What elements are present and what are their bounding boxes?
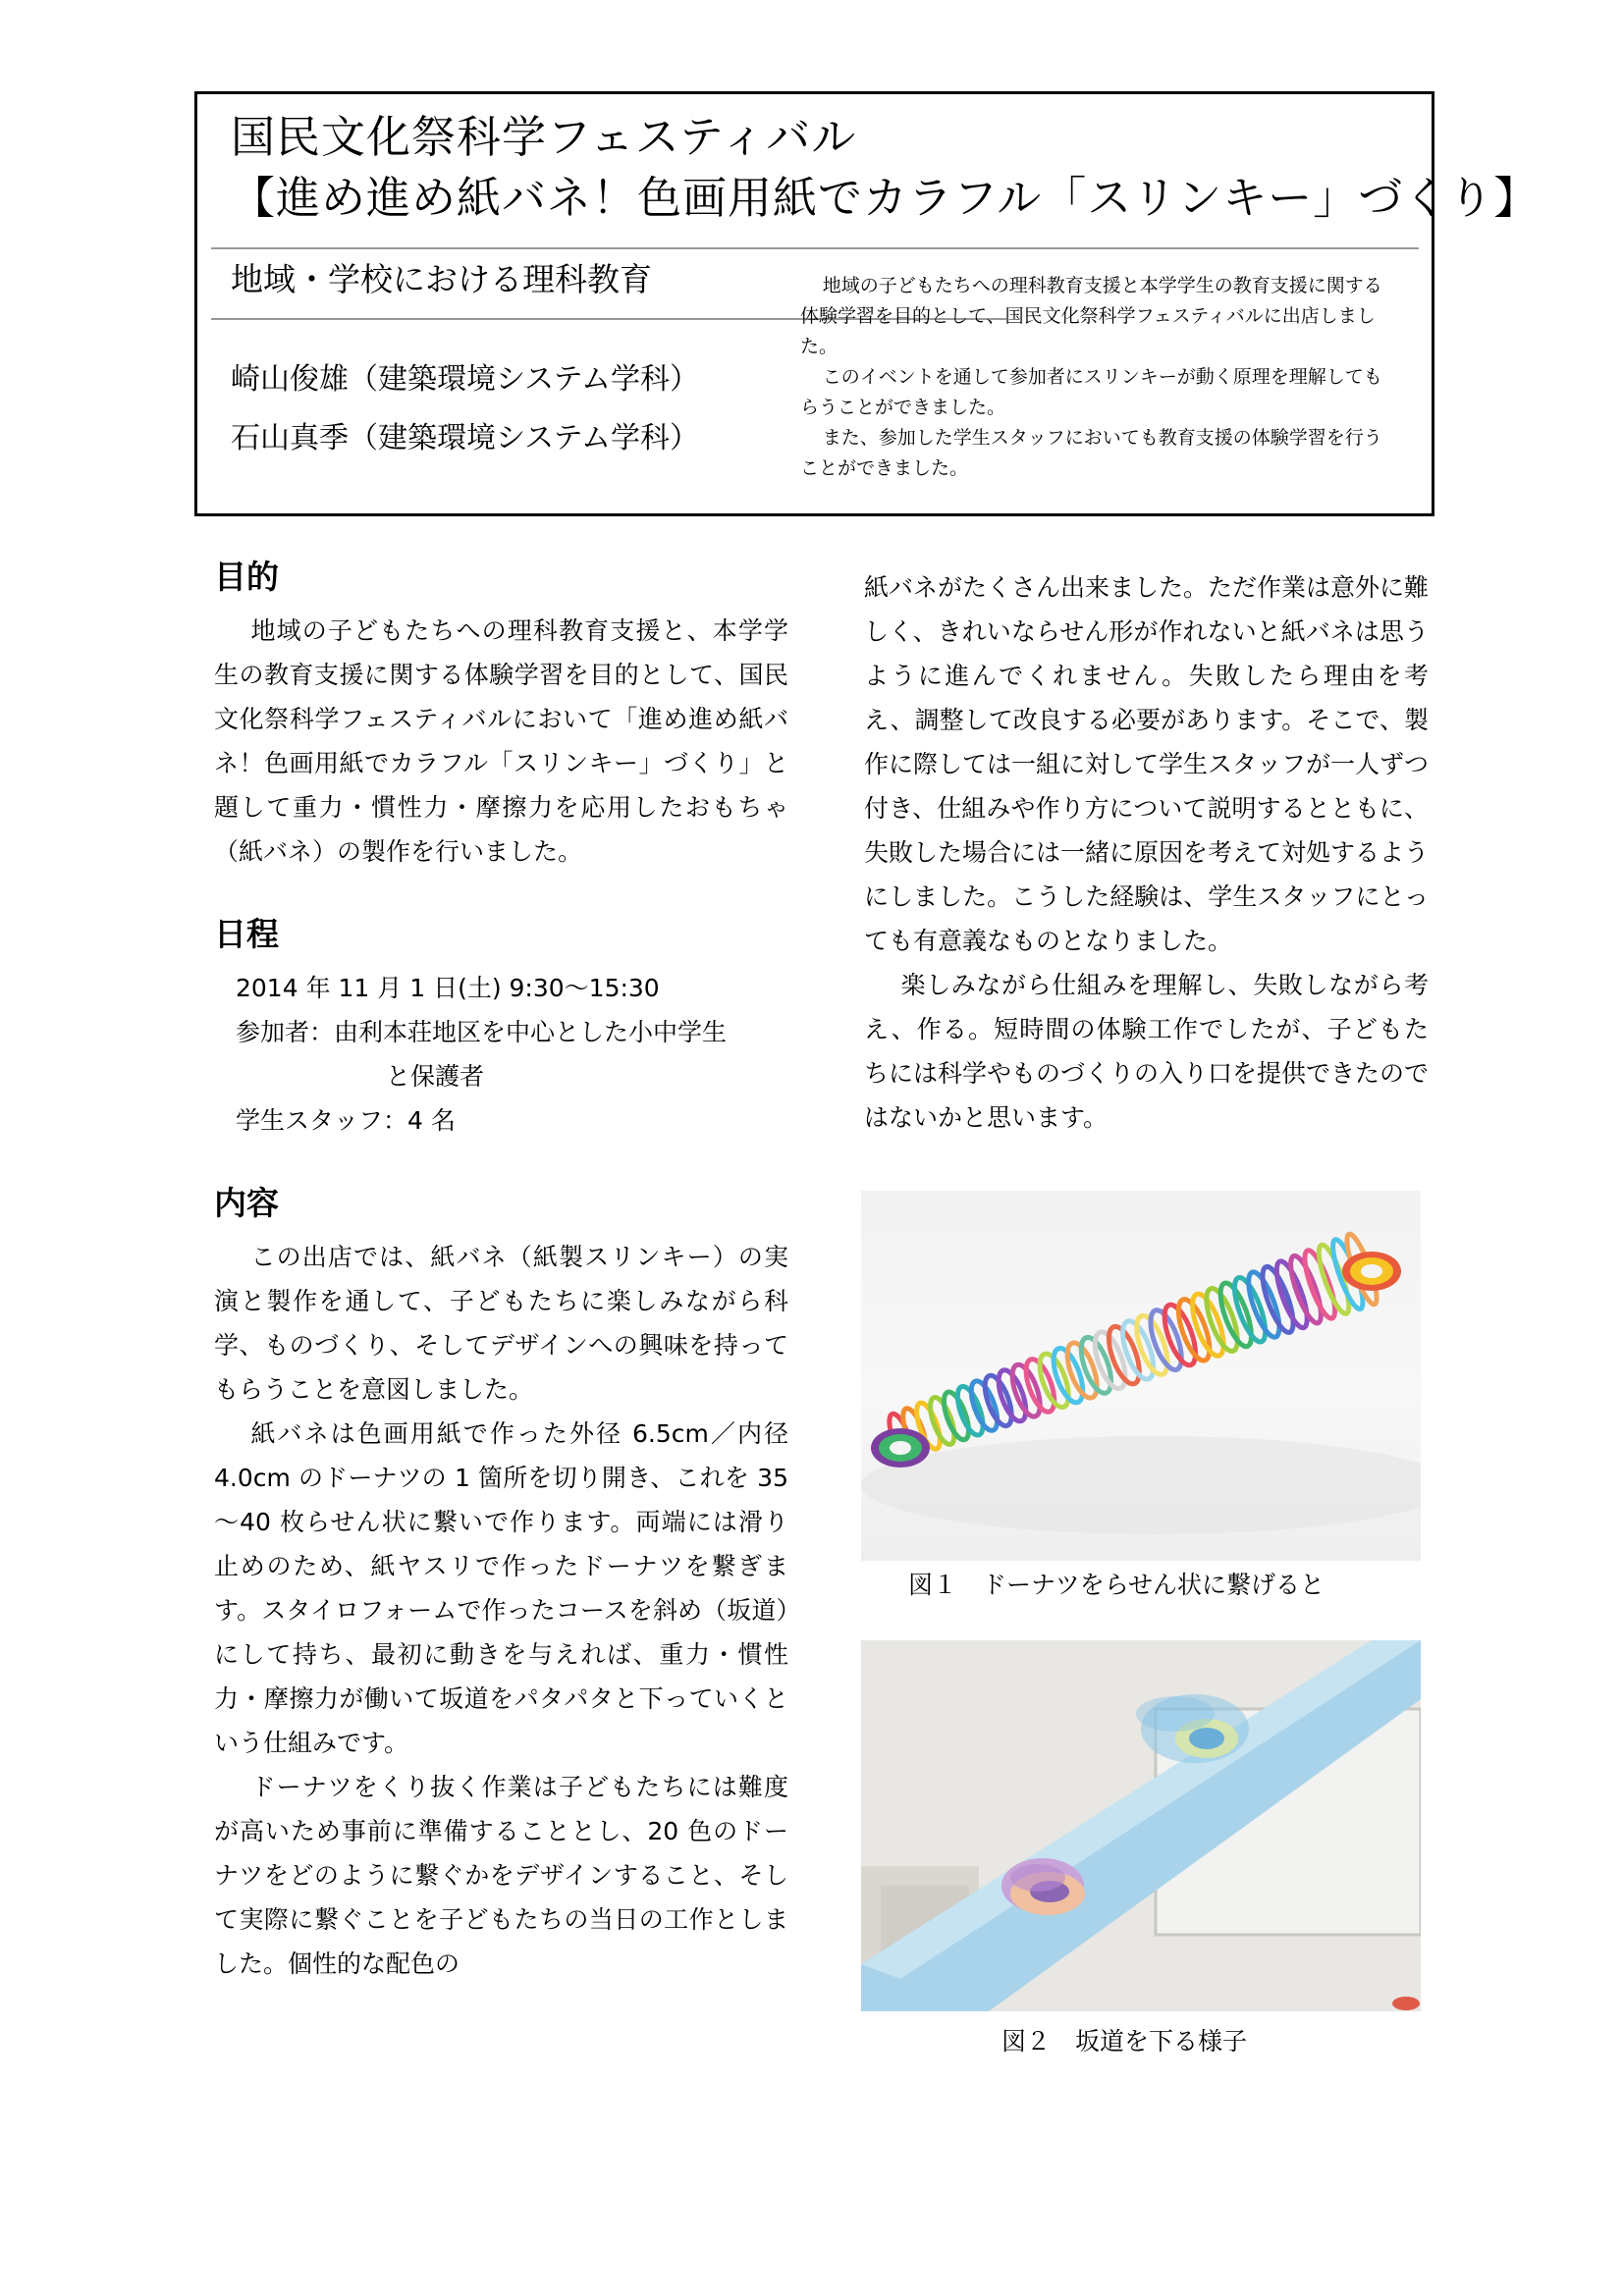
figure-1-caption: 図１ ドーナツをらせん状に繋げると — [908, 1571, 1325, 1599]
abstract-paragraph: 地域の子どもたちへの理科教育支援と本学学生の教育支援に関する体験学習を目的として、国民文化祭科学フェスティバルに出店しました。 — [800, 275, 1382, 357]
schedule-participants: 参加者：由利本荘地区を中心とした小中学生 — [236, 1018, 728, 1046]
title-divider — [211, 247, 1419, 249]
slinky-illustration — [861, 1191, 1421, 1561]
content-paragraph: 紙バネがたくさん出来ました。ただ作業は意外に難しく、きれいならせん形が作れないと紙バネは思うように進んでくれません。失敗したら理由を考え、調整して改良する必要があります。そこで、製作に際しては一組に対して学生スタッフが一人ずつ付き、仕組みや作り方について説明するとともに、失敗した場合には一緒に原因を考えて対処するようにしました。こうした経験は、学生スタッフにとっても有意義なものとなりました。 — [864, 573, 1430, 955]
slinky-end-donut — [1361, 1264, 1382, 1278]
schedule-date: 2014 年 11 月 1 日(土) 9:30～15:30 — [236, 974, 660, 1002]
figure-1-slinky-photo — [861, 1191, 1421, 1561]
slope-illustration — [861, 1640, 1421, 2011]
author-name: 石山真季（建築環境システム学科） — [231, 421, 699, 455]
left-column — [214, 558, 788, 1986]
right-column — [864, 565, 1429, 1140]
subject-category: 地域・学校における理科教育 — [231, 260, 652, 298]
section-heading-purpose: 目的 — [214, 558, 279, 596]
figure-2-slope-photo — [861, 1640, 1421, 2011]
content-paragraph: この出店では、紙バネ（紙製スリンキー）の実演と製作を通して、子どもたちに楽しみながら科学、ものづくり、そしてデザインへの興味を持ってもらうことを意図しました。 — [214, 1243, 788, 1404]
page-subtitle: 【進め進め紙バネ！色画用紙でカラフル「スリンキー」づくり】 — [231, 172, 1540, 224]
header-box — [194, 91, 1540, 516]
purpose-text: 地域の子どもたちへの理科教育支援と、本学学生の教育支援に関する体験学習を目的として、国民文化祭科学フェスティバルにおいて「進め進め紙バネ！色画用紙でカラフル「スリンキー」づくり」と題して重力・慣性力・摩擦力を応用したおもちゃ（紙バネ）の製作を行いました。 — [214, 616, 788, 866]
abstract-paragraph: このイベントを通して参加者にスリンキーが動く原理を理解してもらうことができました。 — [800, 366, 1382, 418]
content-paragraph: ドーナツをくり抜く作業は子どもたちには難度が高いため事前に準備することとし、20 色のドーナツをどのように繋ぐかをデザインすること、そして実際に繋ぐことを子どもたちの当日の工作としました。個性的な配色の — [214, 1773, 788, 1978]
schedule-participants-cont: と保護者 — [386, 1062, 485, 1091]
figure-2-caption: 図２ 坂道を下る様子 — [1001, 2027, 1248, 2056]
content-paragraph: 楽しみながら仕組みを理解し、失敗しながら考え、作る。短時間の体験工作でしたが、子どもたちには科学やものづくりの入り口を提供できたのではないかと思います。 — [864, 971, 1430, 1132]
abstract — [800, 271, 1399, 484]
abstract-paragraph: また、参加した学生スタッフにおいても教育支援の体験学習を行うことができました。 — [800, 427, 1382, 479]
page-title: 国民文化祭科学フェスティバル — [231, 111, 857, 163]
section-heading-schedule: 日程 — [214, 915, 279, 953]
author-name: 崎山俊雄（建築環境システム学科） — [231, 362, 699, 397]
content-paragraph: 紙バネは色画用紙で作った外径 6.5cm／内径 4.0cm のドーナツの 1 箇所を切り開き、これを 35～40 枚らせん状に繋いで作ります。両端には滑り止めのため、紙ヤスリで作ったドーナツを繋ぎます。スタイロフォームで作ったコースを斜め（坂道）にして持ち、最初に動きを与えれば、重力・慣性力・摩擦力が働いて坂道をパタパタと下っていくという仕組みです。 — [214, 1419, 788, 1757]
schedule-staff: 学生スタッフ：4 名 — [236, 1106, 456, 1135]
slinky-end-donut — [890, 1441, 911, 1455]
section-heading-content: 内容 — [214, 1184, 279, 1222]
